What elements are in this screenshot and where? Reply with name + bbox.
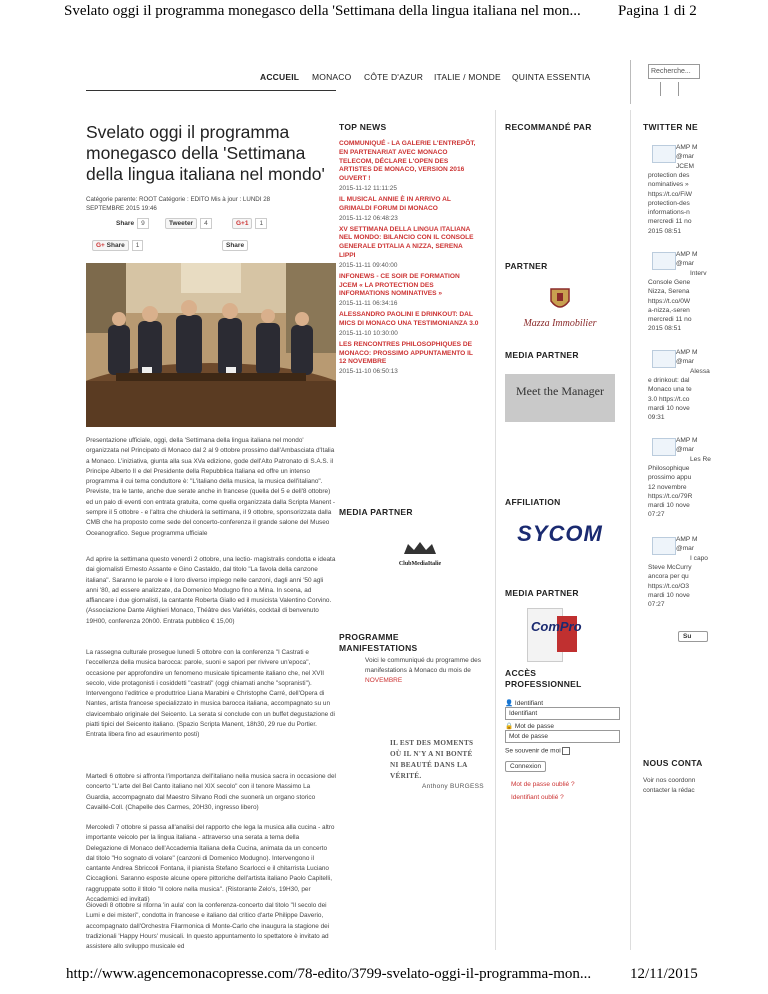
partner-heading: PARTNER: [505, 261, 548, 271]
partner-section: [505, 261, 615, 329]
news-link[interactable]: COMMUNIQUÉ - LA GALERIE L'ENTREPÔT, EN PARTENARIAT AVEC MONACO TELECOM, DÉCLARE L'OPEN DES ARTISTES DE MONACO, VERSION 2016 OUVERT !: [339, 140, 476, 183]
compro-logo: [527, 608, 582, 660]
media-partner-right: [505, 350, 615, 422]
tweet-line: ancora per qu: [648, 573, 689, 581]
tweet-line: Nizza, Serena: [648, 288, 690, 296]
article-paragraph-5: Mercoledì 7 ottobre si passa all'analisi del rapporto che lega la musica alla cucina - altro importante veicolo per la lingua italiana - attraverso una serata a tema della Delegazione di Monaco dell'Accademia Italiana della Cucina, animata da un concerto dal titolo "Ho sognato di volare" (canzoni di Domenico Modugno). Intervengono il cantante Andrea Sbriccoli Fontana, il pianista Stefano Scarlocci e il chitarrista Luciano Ciccaglioni. Saranno esposte alcune opere pittoriche dell'artista italiano Paolo Capitelli, raggruppate sotto il titolo "Il colore nella musica". (Ristorante Zelo's, 19H30, per Accademici ed invitati): [86, 824, 335, 904]
tweet-line: mercredi 11 no: [648, 218, 692, 226]
nav-item-quinta-essentia[interactable]: QUINTA ESSENTIA: [512, 72, 591, 82]
twitter-avatar-icon[interactable]: [652, 350, 676, 368]
tweet-line: 3.0 https://t.co: [648, 395, 690, 403]
tweet-line: AMP M: [676, 144, 698, 151]
tweet-line: @mar: [676, 446, 695, 454]
tweet-line: Console Gene: [648, 278, 691, 286]
connexion-button[interactable]: Connexion: [505, 761, 546, 772]
quote-line: VÉRITÉ.: [390, 772, 422, 780]
programme-desc: Voici le communiqué du programme des manifestations à Monaco du mois de: [365, 657, 481, 674]
clubmediaitalie-text: ClubMediaItalie: [398, 561, 442, 567]
article-photo: [86, 263, 336, 427]
tweet-line: protection des: [648, 171, 690, 179]
programme-heading: PROGRAMME MANIFESTATIONS: [339, 632, 418, 653]
share-widget: [116, 218, 149, 229]
tweet-line: informations-n: [648, 209, 690, 217]
gshare-label: Share: [106, 242, 125, 249]
programme-link-novembre[interactable]: NOVEMBRE: [365, 677, 403, 684]
quote-line: NI BEAUTÉ DANS LA: [390, 761, 468, 769]
tweet-line: 07:27: [648, 601, 665, 609]
quote-line: IL EST DES MOMENTS: [390, 739, 474, 747]
fb-share-widget: [222, 240, 248, 251]
tweet-line: protection-des: [648, 199, 690, 207]
remember-label: Se souvenir de moi: [505, 747, 561, 755]
media-partner-right-heading: MEDIA PARTNER: [505, 350, 579, 360]
meet-the-manager-logo: [505, 374, 615, 422]
twitter-heading-wrap: [643, 122, 768, 132]
tweet-line: @mar: [676, 260, 695, 268]
contact-line: Voir nos coordonn: [643, 777, 696, 784]
print-url: http://www.agencemonacopresse.com/78-edito/3799-svelato-oggi-il-programma-mon...: [66, 966, 592, 982]
tweet-line: prossimo appu: [648, 474, 692, 482]
clubmediaitalie-logo: [365, 540, 475, 570]
news-link[interactable]: IL MUSICAL ANNIE È IN ARRIVO AL GRIMALDI FORUM DI MONACO: [339, 195, 451, 212]
print-date: 12/11/2015: [630, 966, 698, 982]
media-partner-right2-heading: MEDIA PARTNER: [505, 588, 579, 598]
tweet-line: 09:31: [648, 414, 665, 422]
user-label-text: Identifiant: [514, 700, 544, 707]
twitter-avatar-icon[interactable]: [652, 252, 676, 270]
password-input[interactable]: Mot de passe: [505, 730, 620, 743]
nav-item-monaco[interactable]: MONACO: [312, 72, 352, 82]
share-count: 9: [137, 218, 149, 229]
tweet-line: Steve McCurry: [648, 563, 692, 571]
contact-text: [643, 776, 768, 796]
tweet-count: 4: [200, 218, 212, 229]
share-label[interactable]: Share: [116, 220, 135, 227]
forgot-username-link[interactable]: Identifiant oublié ?: [511, 794, 564, 801]
tweet-button[interactable]: Tweeter: [165, 218, 197, 229]
tweet-line: AMP M: [676, 251, 698, 258]
news-link[interactable]: LES RENCONTRES PHILOSOPHIQUES DE MONACO: PROSSIMO APPUNTAMENTO IL 12 NOVEMBRE: [339, 340, 473, 366]
quote: [390, 738, 484, 791]
tweet-widget: [165, 218, 212, 229]
acces-heading: ACCÈS PROFESSIONNEL: [505, 668, 582, 689]
tweet-line: AMP M: [676, 349, 698, 356]
tweet-line: mardi 10 nove: [648, 591, 690, 599]
print-page-number: Pagina 1 di 2: [618, 3, 697, 19]
pass-label: 🔒 Mot de passe: [505, 723, 554, 730]
meeting-photo: [86, 263, 336, 427]
tweet-line: Alessa: [690, 367, 710, 375]
subscribe-button[interactable]: Su: [678, 631, 708, 642]
remember-row: [505, 747, 615, 755]
print-header: [0, 0, 768, 24]
gplus-button[interactable]: G+1: [232, 218, 252, 229]
news-date: 2015-11-11 09:40:00: [339, 261, 398, 269]
tweet-line: Les Re: [690, 455, 711, 463]
tweet-line: e drinkout: dal: [648, 376, 690, 384]
forgot-password-link[interactable]: Mot de passe oublié ?: [511, 781, 575, 788]
nav-item-accueil[interactable]: ACCUEIL: [260, 72, 300, 82]
gshare-count: 1: [132, 240, 144, 251]
meet-the-manager-text: Meet the Manager: [516, 384, 604, 398]
article-paragraph-6: Giovedì 8 ottobre si ritorna 'in aula' con la conferenza-concerto dal titolo "Il secolo dei Lumi e dei misteri", condotta in francese e italiano dal critico d'arte Philippe Daverio, accompagnato dall'Orchestra Filarmonica di Monte-Carlo che inaugura la stagione dei tradizionali 'Happy Hours' musicali. In questo appuntamento lo spettatore è invitato ad assistere allo sviluppo musicale ed: [86, 902, 330, 951]
programme-text: [365, 656, 490, 686]
gshare-button[interactable]: G+ Share: [92, 240, 129, 251]
tweet-line: mercredi 11 no: [648, 316, 692, 324]
tweet-line: I capo: [690, 554, 708, 562]
username-input[interactable]: Identifiant: [505, 707, 620, 720]
tweet-line: https://t.co/O3: [648, 582, 690, 590]
quote-author: Anthony BURGESS: [422, 783, 484, 790]
tweet-line: 12 novembre: [648, 483, 687, 491]
tweet-line: JCEM: [676, 162, 694, 170]
tweet-line: @mar: [676, 358, 695, 366]
news-date: 2015-11-12 11:11:25: [339, 184, 397, 192]
article-paragraph-2: Ad aprire la settimana questo venerdì 2 ottobre, una lectio- magistralis condotta e ideata dai giornalisti Ernesto Assante e Gino Castaldo, dal titolo "La favola della canzone italiana". Saranno le parole e il loro diverso impiego nelle canzoni, dagli anni '50 agli anni '80, ad essere analizzate, da Domenico Modugno fino a Mina. In scena, ad affiancare i due giornalisti, la cantante Roberta Giallo ed il musicista Valentino Corvino. (Associazione Dante Alighieri Monaco, Théâtre des Variétés, cocktail di benvenuto 19H00, conferenza 20h00. Entrata pubblico € 15,00): [86, 556, 336, 625]
media-partner-right2: [505, 588, 615, 660]
tweet-line: @mar: [676, 153, 695, 161]
contact-heading: NOUS CONTA: [643, 758, 703, 768]
sycom-logo: SYCOM: [517, 521, 603, 546]
article: [86, 122, 336, 213]
gplus-widget: [232, 218, 267, 229]
media-partner-left-heading: MEDIA PARTNER: [339, 507, 413, 517]
tweet-line: nominatives »: [648, 181, 689, 189]
crown-icon: [400, 540, 440, 556]
affiliation-heading: AFFILIATION: [505, 497, 561, 507]
article-paragraph-1: Presentazione ufficiale, oggi, della 'Settimana della lingua italiana nel mondo' organizzata nel Principato di Monaco dal 2 al 9 ottobre prossimo dall'Ambasciata d'Italia a Monaco. L'iniziativa, giunta alla sua XVa edizione, gode dell'Alto Patronato di S.A.S. il Principe Alberto II e del Presidente della Repubblica Italiana ed offre un intenso programma il cui tema conduttore è: "L'italiano della musica, la musica dell'italiano". Previste, tra le tante, anche due serate anche in francese (quella del 5 e dell'8 ottobre) ed un palo di eventi con entrata gratuita, come quella organizzata dalla Scripta Manent - sempre il 5 ottobre - e l'altra che chiuderà la settimana, il 9 ottobre, sponsorizzata dalla CMB che ha proposto come sede del concerto-conferenza il grande salone del Museo Oceanografico. Segue programma ufficiale: [86, 437, 336, 537]
tweet-line: Philosophique: [648, 464, 690, 472]
fb-share-button[interactable]: Share: [222, 240, 248, 251]
pass-label-text: Mot de passe: [514, 723, 554, 730]
mazza-text: Mazza Immobilier: [523, 318, 597, 329]
user-label: 👤 Identifiant: [505, 700, 544, 707]
contact-section: [643, 758, 768, 796]
tweet-line: a-nizza,-seren: [648, 306, 690, 314]
article-meta-date: SEPTEMBRE 2015 19:46: [86, 205, 157, 212]
top-news: [339, 122, 479, 379]
compro-text: ComPro: [531, 619, 582, 634]
tweet-line: AMP M: [676, 437, 698, 444]
nav-item-italie-monde[interactable]: ITALIE / MONDE: [434, 72, 501, 82]
quote-line: OÙ IL N'Y A NI BONTÉ: [390, 750, 473, 758]
twitter-heading: TWITTER NE: [643, 122, 698, 132]
tweet-line: 2015 08:51: [648, 227, 682, 235]
search-input[interactable]: Recherche...: [648, 64, 700, 79]
article-title: Svelato oggi il programma monegasco della 'Settimana della lingua italiana nel mondo': [86, 122, 325, 184]
tweet-line: mardi 10 nove: [648, 502, 690, 510]
print-title: Svelato oggi il programma monegasco della 'Settimana della lingua italiana nel mon...: [64, 3, 581, 19]
twitter-avatar-icon[interactable]: [652, 145, 676, 163]
tweet-line: https://t.co/79R: [648, 492, 693, 500]
news-date: 2015-11-10 06:50:13: [339, 368, 398, 376]
recommande-heading-wrap: [505, 122, 615, 132]
tweet-line: https://t.co/0W: [648, 297, 691, 305]
login-box: [505, 668, 615, 801]
news-link[interactable]: XV SETTIMANA DELLA LINGUA ITALIANA NEL MONDO: BILANCIO CON IL CONSOLE GENERALE D'ITALIA A NIZZA, SERENA LIPPI: [339, 225, 474, 259]
news-date: 2015-11-10 10:30:00: [339, 329, 398, 337]
affiliation: [505, 497, 615, 547]
gshare-widget: [92, 240, 143, 251]
tweet-line: Monaco una te: [648, 386, 692, 394]
remember-checkbox[interactable]: [562, 747, 570, 755]
nav-item-cote-azur[interactable]: CÔTE D'AZUR: [364, 72, 424, 82]
tweet-line: AMP M: [676, 536, 698, 543]
gplus-count: 1: [255, 218, 267, 229]
news-link[interactable]: ALESSANDRO PAOLINI E DRINKOUT: DAL MICS DI MONACO UNA TESTIMONIANZA 3.0: [339, 311, 479, 327]
tweet-line: @mar: [676, 545, 695, 553]
twitter-avatar-icon[interactable]: [652, 438, 676, 456]
top-news-heading: TOP NEWS: [339, 122, 387, 132]
tweet-line: https://t.co/FiW: [648, 190, 692, 198]
tweet-line: Interv: [690, 269, 707, 277]
mazza-logo: [505, 287, 615, 329]
recommande-heading: RECOMMANDÉ PAR: [505, 122, 592, 132]
article-paragraph-3: La rassegna culturale prosegue lunedì 5 ottobre con la conferenza "I Castrati e l'eccellenza della musica barocca: parole, suoni e sapori per rivivere un'epoca", occasione per approfondire un fenomeno musicale tipicamente italiano che, nel XVII secolo, vide protagonisti i cosiddetti "castrati" (oggi chiamati anche "sopranisti"). Intervengono l'editrice e produttrice Liana Marabini e Christophe Carré, dell'Opera di Nantes, artista francese specializzato in musica barocca italiana, accompagnato su un clavicembalo originale del Seicento. La serata si conclude con un buffet degustazione di piatti tipici del Seicento italiano. (Spazio Scripta Manent, 18h30, 29 rue du Portier. Entrata libera fino ad esaurimento posti): [86, 649, 335, 739]
article-meta-line: Catégorie parente: ROOT Catégorie : EDITO Mis à jour : LUNDI 28: [86, 196, 271, 203]
tweet-line: 07:27: [648, 511, 665, 519]
twitter-avatar-icon[interactable]: [652, 537, 676, 555]
news-date: 2015-11-12 06:48:23: [339, 214, 398, 222]
news-link[interactable]: INFONEWS - CE SOIR DE FORMATION JCEM « LA PROTECTION DES INFORMATIONS NOMINATIVES »: [339, 272, 460, 298]
article-meta: [86, 195, 336, 213]
news-date: 2015-11-11 06:34:16: [339, 300, 398, 308]
tweet-line: mardi 10 nove: [648, 404, 690, 412]
crest-icon: [549, 287, 571, 313]
tweet-line: 2015 08:51: [648, 325, 682, 333]
contact-line: contacter la rédac: [643, 787, 695, 794]
article-paragraph-4: Martedì 6 ottobre si affronta l'importanza dell'italiano nella musica sacra in occasione del concerto "L'arte del Bel Canto italiano nel XIX secolo" con il tenore Massimo La Guardia, accompagnato dal Maestro Silvano Rodi che suonerà un organo storico Cavaillé-Coll. (Chapelle des Carmes, 20H30, ingresso libero): [86, 773, 336, 811]
